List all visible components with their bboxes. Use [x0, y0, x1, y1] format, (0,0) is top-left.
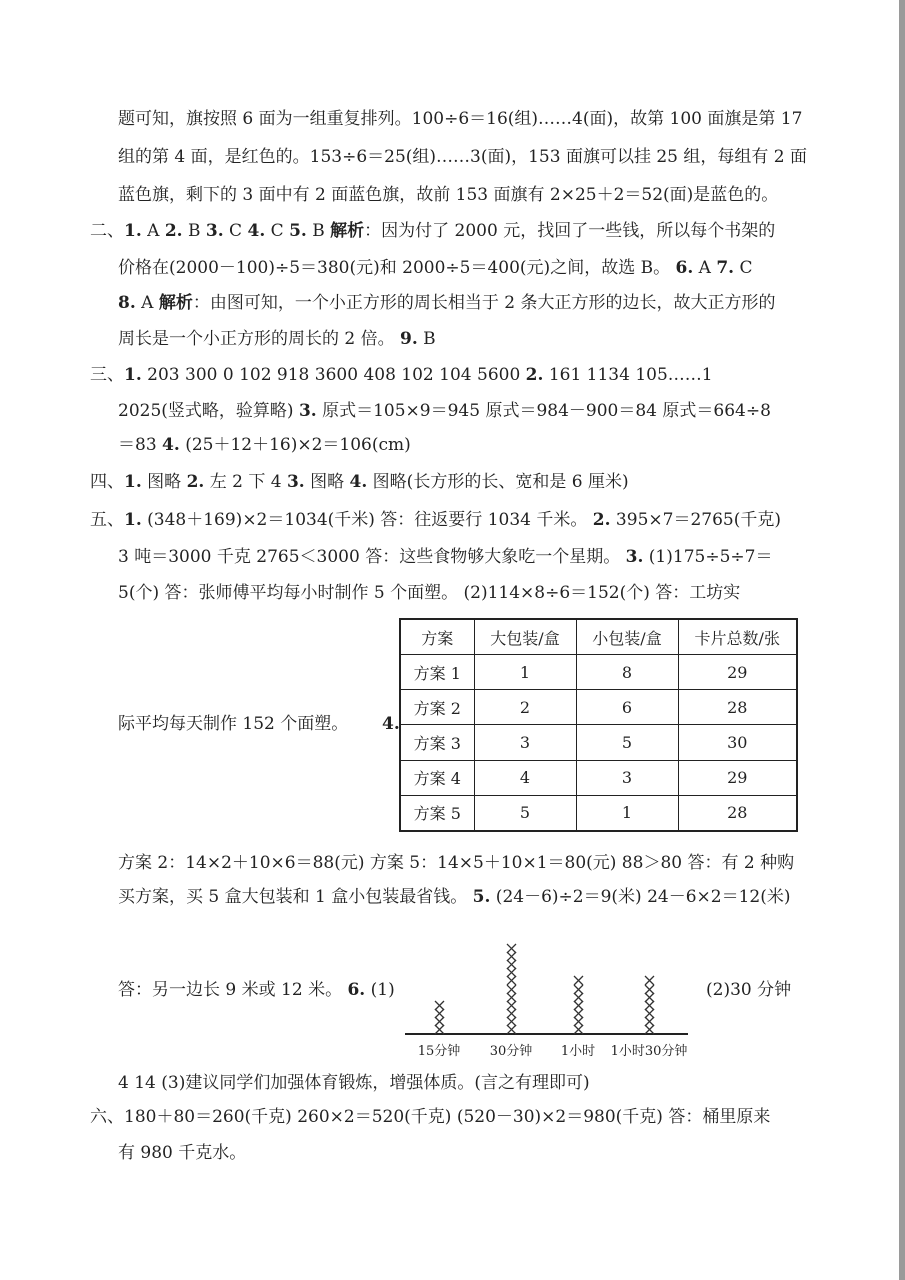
answer: 图略(长方形的长、宽和是 6 厘米)	[367, 472, 629, 492]
answer: 答：另一边长 9 米或 12 米。	[118, 980, 348, 1000]
answer: 395×7＝2765(千克)	[610, 510, 781, 530]
section-5-line-3: 5(个) 答：张师傅平均每小时制作 5 个面塑。 (2)114×8÷6＝152(个) 答：工坊实	[118, 583, 741, 603]
q-num: 3.	[625, 547, 644, 567]
tally-mark	[643, 989, 656, 1002]
answer: C	[265, 221, 290, 241]
tally-mark	[505, 1021, 518, 1034]
answer: 原式＝105×9＝945 原式＝984－900＝84 原式＝664÷8	[316, 401, 771, 421]
table-cell: 4	[474, 760, 576, 795]
section-head: 三、	[90, 365, 124, 385]
analysis-text: 周长是一个小正方形的周长的 2 倍。	[118, 329, 401, 349]
q-num: 2.	[186, 472, 205, 492]
tally-mark	[505, 964, 518, 977]
chart-axis	[405, 1033, 688, 1035]
q-num: 1.	[124, 510, 142, 530]
table-header-row	[400, 619, 797, 655]
answer: (348＋169)×2＝1034(千米) 答：往返要行 1034 千米。	[141, 510, 593, 530]
answer: 图略	[304, 472, 350, 492]
tally-mark	[572, 989, 585, 1002]
q-num: 5.	[289, 221, 307, 241]
section-head: 六、	[90, 1107, 124, 1127]
tally-mark	[643, 997, 656, 1010]
q-num: 9.	[400, 329, 418, 349]
answer: B	[182, 221, 206, 241]
answer: C	[223, 221, 248, 241]
answer: A	[135, 293, 159, 313]
section-4-line-1	[90, 470, 629, 494]
q-num: 4.	[247, 221, 266, 241]
analysis-text: ：由图可知，一个小正方形的周长相当于 2 条大正方形的边长，故大正方形的	[192, 293, 776, 313]
analysis-text: ：因为付了 2000 元，找回了一些钱，所以每个书架的	[364, 221, 776, 241]
tick-label: 30分钟	[489, 1044, 533, 1059]
tally-mark	[505, 1005, 518, 1018]
tick-label: 15分钟	[417, 1044, 461, 1059]
text-line: 组的第 4 面，是红色的。153÷6＝25(组)……3(面)，153 面旗可以挂 25 组，每组有 2 面	[118, 147, 808, 167]
table-cell: 30	[678, 725, 797, 760]
answer: ＝83	[118, 435, 163, 455]
tally-mark	[505, 972, 518, 985]
answer: A	[693, 258, 717, 278]
section-5-line-7	[118, 978, 395, 1002]
table-cell: 2	[474, 690, 576, 725]
table-cell: 1	[576, 795, 678, 831]
table-cell: 3	[576, 760, 678, 795]
tally-mark	[643, 981, 656, 994]
section-5-line-5: 方案 2：14×2＋10×6＝88(元) 方案 5：14×5＋10×1＝80(元) 88＞80 答：有 2 种购	[118, 853, 795, 873]
q-num: 1.	[124, 221, 142, 241]
tally-mark	[505, 997, 518, 1010]
tally-mark	[643, 1005, 656, 1018]
q-num: 4.	[382, 714, 400, 734]
tick-label: 1小时30分钟	[610, 1044, 688, 1059]
page-edge	[899, 0, 905, 1280]
table-cell: 大包装/盒	[474, 619, 576, 655]
section-6-line-1	[90, 1105, 770, 1129]
q-num: 4.	[162, 435, 180, 455]
table-cell: 5	[576, 725, 678, 760]
section-5-line-4: 际平均每天制作 152 个面塑。	[118, 714, 349, 734]
table-cell: 5	[474, 795, 576, 831]
text-line: 蓝色旗，剩下的 3 面中有 2 面蓝色旗，故前 153 面旗有 2×25＋2＝52(面)是蓝色的。	[118, 185, 779, 205]
table-cell: 方案 5	[400, 795, 474, 831]
section-head: 五、	[90, 510, 124, 530]
table-row	[400, 655, 797, 690]
q-num: 2.	[525, 365, 544, 385]
table-cell: 1	[474, 655, 576, 690]
table-cell: 28	[678, 690, 797, 725]
analysis-label: 解析	[158, 293, 193, 313]
answer: (1)	[365, 980, 395, 1000]
answer: A	[141, 221, 165, 241]
answer: (24－6)÷2＝9(米) 24－6×2＝12(米)	[490, 887, 791, 907]
answer: (25＋12＋16)×2＝106(cm)	[179, 435, 411, 455]
section-5-line-2	[118, 545, 772, 569]
q-num: 1.	[124, 365, 142, 385]
section-5-line-6	[118, 885, 790, 909]
section-3-line-2	[118, 399, 771, 423]
table-row	[400, 725, 797, 760]
section-head: 二、	[90, 221, 124, 241]
section-5-line-1	[90, 508, 781, 532]
answer: 左 2 下 4	[204, 472, 287, 492]
tally-mark	[572, 1021, 585, 1034]
table-cell: 小包装/盒	[576, 619, 678, 655]
answer: 图略	[141, 472, 187, 492]
table-cell: 6	[576, 690, 678, 725]
q-num: 2.	[592, 510, 611, 530]
tally-mark	[643, 1013, 656, 1026]
tally-mark	[643, 1021, 656, 1034]
table-row	[400, 795, 797, 831]
table-cell: 29	[678, 655, 797, 690]
tick-label: 1小时	[560, 1044, 596, 1059]
analysis-label: 解析	[330, 221, 365, 241]
table-cell: 方案	[400, 619, 474, 655]
section-head: 四、	[90, 472, 124, 492]
q-num: 5.	[472, 887, 491, 907]
tally-mark	[433, 1021, 446, 1034]
text-line: 题可知，旗按照 6 面为一组重复排列。100÷6＝16(组)……4(面)，故第 100 面旗是第 17	[118, 109, 803, 129]
q-num: 8.	[118, 293, 136, 313]
tally-mark	[572, 972, 585, 985]
answer: 3 吨＝3000 千克 2765＜3000 答：这些食物够大象吃一个星期。	[118, 547, 626, 567]
tally-mark	[433, 997, 446, 1010]
answer: 203 300 0 102 918 3600 408 102 104 5600	[141, 365, 526, 385]
tally-mark	[572, 1005, 585, 1018]
table-cell: 方案 3	[400, 725, 474, 760]
tally-mark	[572, 981, 585, 994]
section-2-line-2	[118, 256, 753, 280]
answer: 买方案，买 5 盒大包装和 1 盒小包装最省钱。	[118, 887, 473, 907]
table-cell: 卡片总数/张	[678, 619, 797, 655]
q-num: 3.	[298, 401, 317, 421]
plan-table	[399, 618, 798, 832]
answer: (2)30 分钟	[706, 980, 792, 1000]
tally-mark	[505, 989, 518, 1002]
q-num: 7.	[716, 258, 735, 278]
table-row	[400, 760, 797, 795]
table-cell: 3	[474, 725, 576, 760]
q-num: 4.	[349, 472, 368, 492]
answer: (1)175÷5÷7＝	[643, 547, 773, 567]
q-num: 3.	[205, 221, 224, 241]
answer: B	[417, 329, 436, 349]
q-num: 1.	[124, 472, 142, 492]
tally-mark	[505, 981, 518, 994]
section-2-line-1	[90, 219, 775, 243]
q-num: 6.	[347, 980, 366, 1000]
answer: 2025(竖式略，验算略)	[118, 401, 299, 421]
answer: 180＋80＝260(千克) 260×2＝520(千克) (520－30)×2＝980(千克) 答：桶里原来	[124, 1107, 771, 1127]
q-num: 6.	[675, 258, 694, 278]
section-2-line-4	[118, 327, 436, 351]
section-3-line-3	[118, 433, 411, 457]
tally-mark	[505, 940, 518, 953]
table-cell: 方案 4	[400, 760, 474, 795]
answer: C	[734, 258, 753, 278]
tally-mark	[572, 1013, 585, 1026]
analysis-text: 价格在(2000－100)÷5＝380(元)和 2000÷5＝400(元)之间，故选 B。	[118, 258, 676, 278]
tally-mark	[505, 948, 518, 961]
section-6-line-2: 有 980 千克水。	[118, 1143, 247, 1163]
tally-mark	[572, 997, 585, 1010]
tally-mark	[505, 956, 518, 969]
q-num: 2.	[164, 221, 183, 241]
tally-mark	[433, 1005, 446, 1018]
tally-mark	[643, 972, 656, 985]
table-row	[400, 690, 797, 725]
tally-mark	[505, 1013, 518, 1026]
table-cell: 方案 2	[400, 690, 474, 725]
answer: B	[306, 221, 331, 241]
q-num: 3.	[286, 472, 305, 492]
section-2-line-3	[118, 291, 775, 315]
tally-mark	[433, 1013, 446, 1026]
table-cell: 8	[576, 655, 678, 690]
table-cell: 方案 1	[400, 655, 474, 690]
table-cell: 28	[678, 795, 797, 831]
table-cell: 29	[678, 760, 797, 795]
answer: 161 1134 105……1	[543, 365, 713, 385]
section-5-line-8: 4 14 (3)建议同学们加强体育锻炼，增强体质。(言之有理即可)	[118, 1073, 590, 1093]
section-3-line-1	[90, 363, 713, 387]
